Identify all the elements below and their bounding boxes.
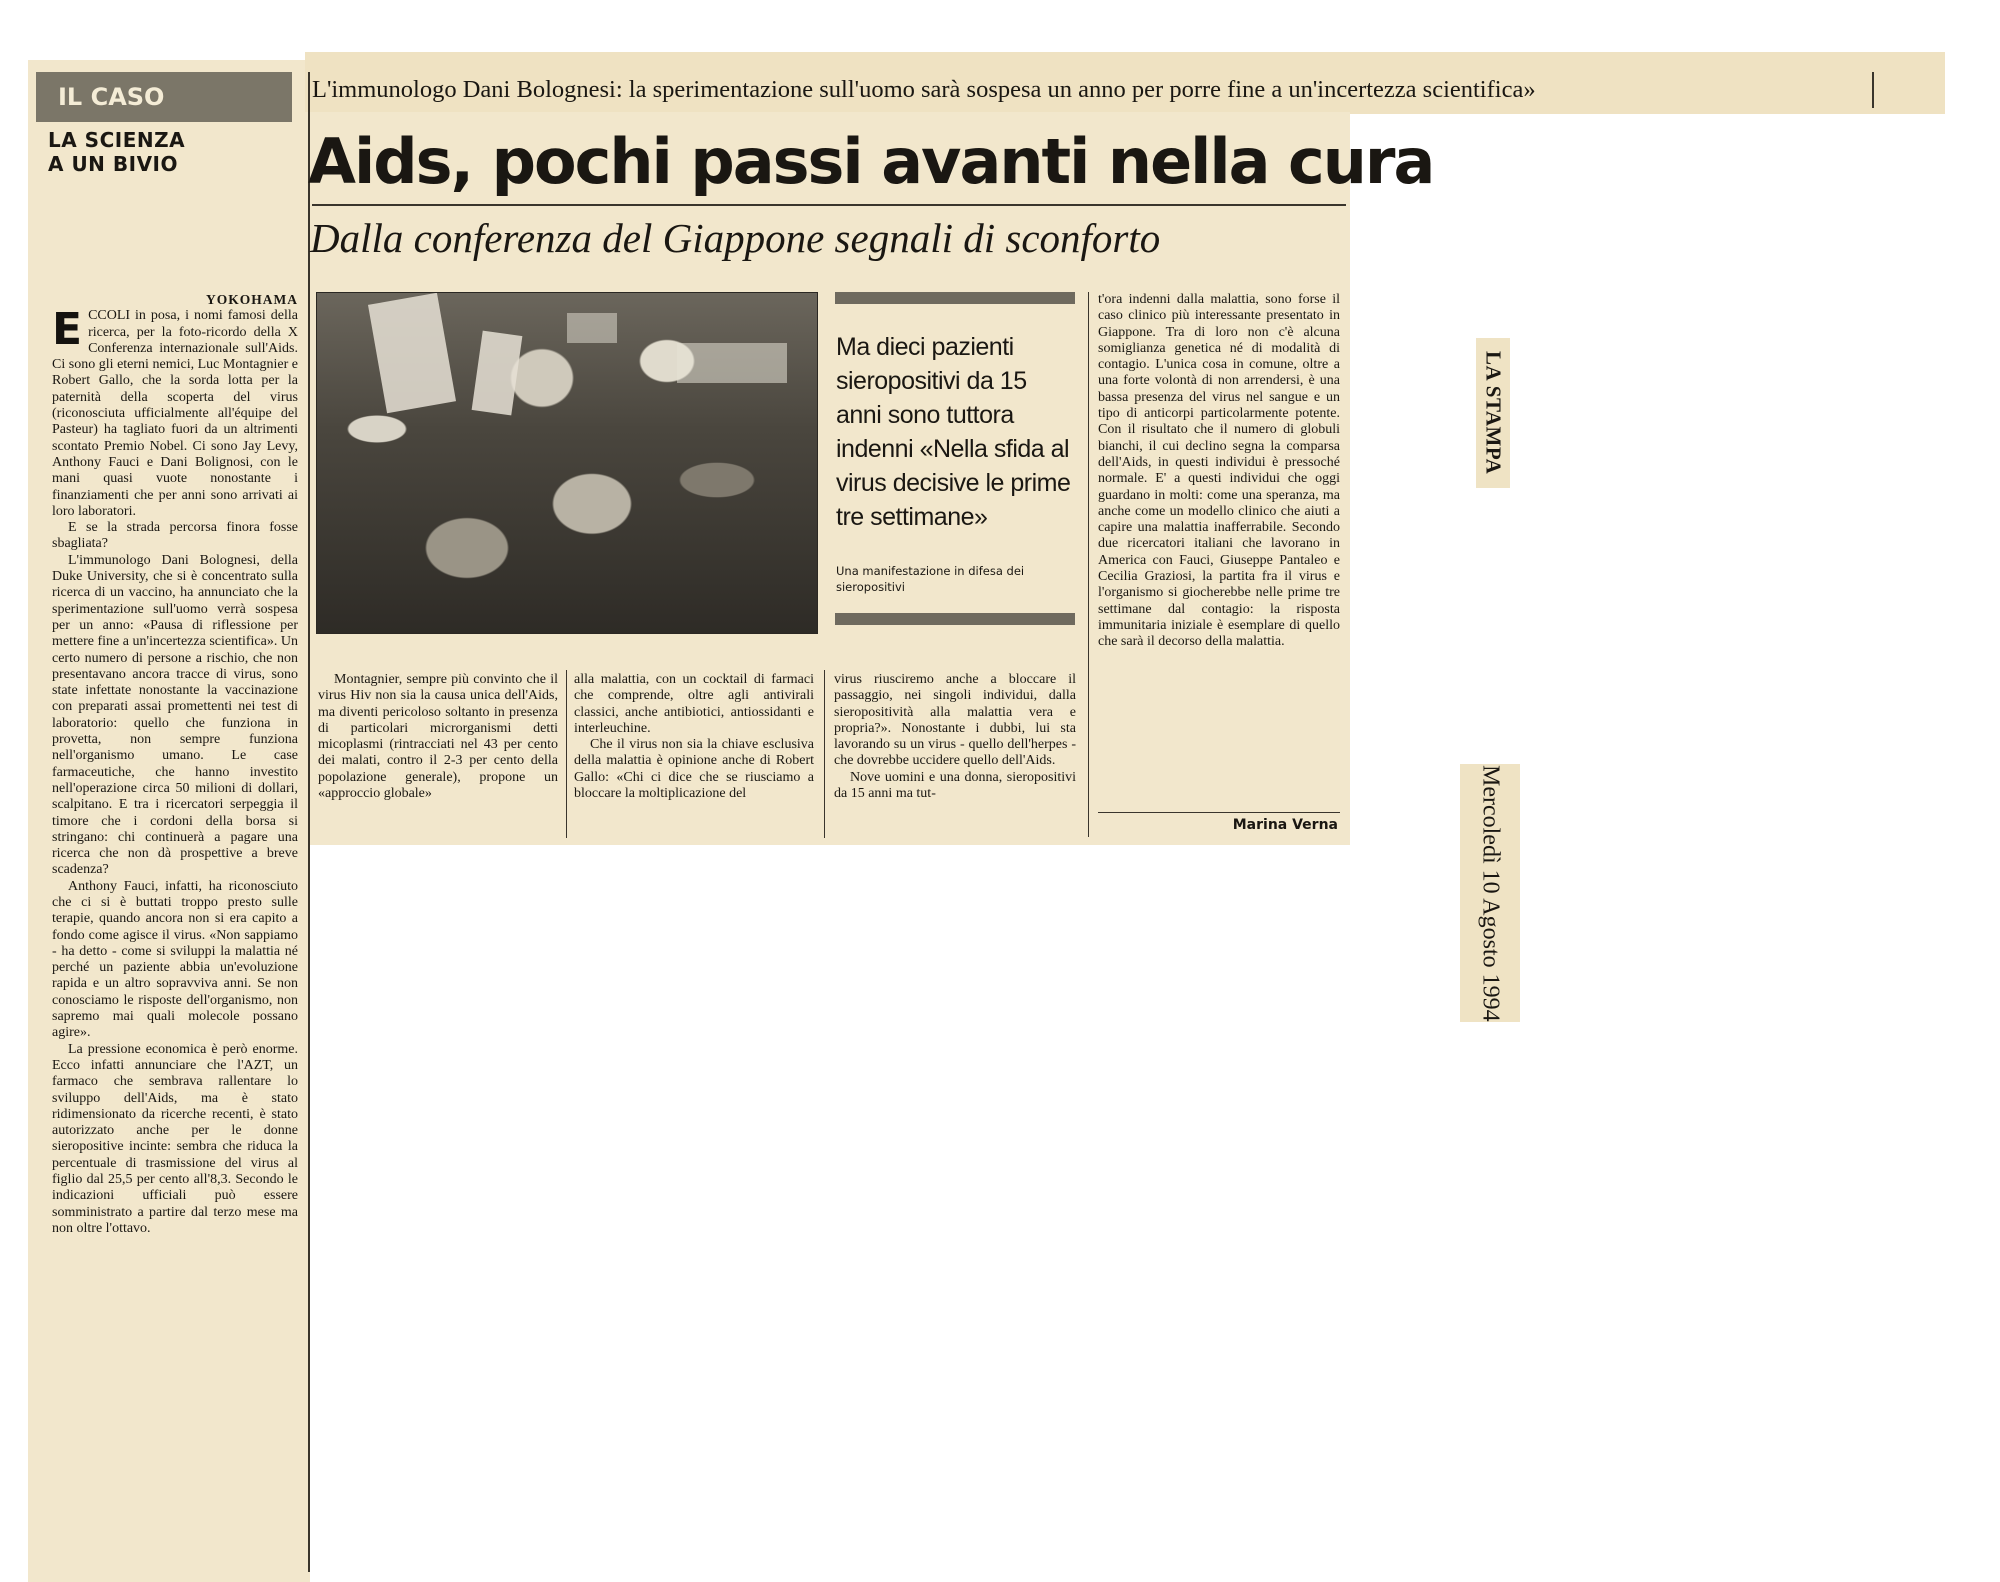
byline-rule bbox=[1098, 812, 1340, 813]
newspaper-name: LA STAMPA bbox=[1481, 351, 1506, 475]
photo-flag-shape bbox=[472, 331, 523, 416]
publication-date: Mercoledì 10 Agosto 1994 bbox=[1477, 764, 1504, 1022]
article-column-5 bbox=[1098, 292, 1340, 651]
dateline: YOKOHAMA bbox=[206, 292, 298, 307]
column-divider bbox=[824, 670, 825, 838]
headline: Aids, pochi passi avanti nella cura bbox=[308, 125, 1434, 198]
overline-text: L'immunologo Dani Bolognesi: la sperimentazione sull'uomo sarà sospesa un anno per porre fine a un'incertezza scientifica» bbox=[312, 76, 1536, 103]
photo-caption: Una manifestazione in difesa dei sieropositivi bbox=[836, 564, 1025, 594]
paragraph: La pressione economica è però enorme. Ecco infatti annunciare che l'AZT, un farmaco che sembrava rallentare lo sviluppo dell'Aids, ma è stato ridimensionato da ricerche recenti, è stato autorizzato anche per le donne sieropositive incinte: sembra che riduca la percentuale di trasmissione del virus al figlio dal 25,5 per cento all'8,3. Secondo le indicazioni ufficiali può essere somministrato a partire dal terzo mese ma non oltre l'ottavo. bbox=[52, 1041, 298, 1236]
pullquote-top-bar bbox=[835, 292, 1075, 304]
section-title bbox=[48, 128, 293, 176]
article-column-1 bbox=[52, 292, 298, 1237]
photo-banner-shape bbox=[368, 293, 456, 413]
column-divider bbox=[1088, 292, 1089, 837]
section-line-1: LA SCIENZA bbox=[48, 128, 186, 152]
paragraph: E se la strada percorsa finora fosse sbagliata? bbox=[52, 520, 298, 552]
drop-cap: E bbox=[52, 304, 83, 356]
paragraph bbox=[52, 304, 298, 520]
paragraph: t'ora indenni dalla malattia, sono forse il caso clinico più interessante presentato in Giappone. Tra di loro non c'è alcuna somiglianza genetica né di modalità di contagio. L'unica cosa in comune, oltre a una forte volontà di non arrendersi, è una bassa presenza del virus nel sangue e un tipo di anticorpi particolarmente potente. Con il risultato che il numero di globuli bianchi, il cui declino segna la comparsa dell'Aids, in questi individui è pressoché normale. E' a questi individui che oggi guardano in molti: come una speranza, ma anche come un modello clinico che aiuti a capire una malattia inafferrabile. Secondo due ricercatori italiani che lavorano in America con Fauci, Giuseppe Pantaleo e Cecilia Graziosi, la partita fra il virus e l'organismo si giocherebbe nelle prime tre settimane dal contagio: la risposta immunitaria iniziale è esemplare di quello che sarà il decorso della malattia. bbox=[1098, 292, 1340, 650]
overline-end-rule bbox=[1872, 72, 1874, 108]
section-line-2: A UN BIVIO bbox=[48, 152, 178, 176]
pullquote-bottom-bar bbox=[835, 613, 1075, 625]
column-divider bbox=[566, 670, 567, 838]
headline-rule bbox=[312, 204, 1346, 206]
protest-photo bbox=[316, 292, 818, 634]
paragraph: Anthony Fauci, infatti, ha riconosciuto che ci si è buttati troppo presto sulle terapie, quando ancora non si era capito a fondo come agisce il virus. «Non sappiamo - ha detto - come si sviluppi la malattia né perché un paziente abbia un'evoluzione rapida e un altro sopravviva anni. Se non conosciamo le risposte dell'organismo, non sapremo mai quali molecole possano agire». bbox=[52, 878, 298, 1041]
paragraph: L'immunologo Dani Bolognesi, della Duke University, che si è concentrato sulla ricerca di un vaccino, ha annunciato che la sperimentazione sull'uomo verrà sospesa per un anno: «Pausa di riflessione per mettere fine a un'incertezza scientifica». Un certo numero di persone a rischio, che non presentavano ancora tracce di virus, sono state infettate nonostante la vaccinazione con preparati assai promettenti nei test di laboratorio: quello che funziona in provetta, non sempre funziona nell'organismo umano. Le case farmaceutiche, che hanno investito nell'operazione circa 50 milioni di dollari, scalpitano. E tra i ricercatori serpeggia il timore che i cordoni della borsa si stringano: chi continuerà a pagare una ricerca che non dà prospettive a breve scadenza? bbox=[52, 552, 298, 878]
publication-date-label bbox=[1460, 764, 1520, 1022]
paragraph: alla malattia, con un cocktail di farmaci che comprende, oltre agli antivirali classici, anche antibiotici, antiossidanti e interleuchine. bbox=[574, 672, 814, 736]
newspaper-name-label bbox=[1476, 338, 1510, 488]
byline: Marina Verna bbox=[1232, 817, 1338, 833]
article-column-3 bbox=[574, 672, 814, 802]
paragraph: Nove uomini e una donna, sieropositivi da 15 anni ma tut- bbox=[834, 769, 1076, 802]
pull-quote: Ma dieci pazienti sieropositivi da 15 anni sono tuttora indenni «Nella sfida al virus decisive le prime tre settimane» bbox=[836, 333, 1071, 531]
article-column-2 bbox=[318, 672, 558, 802]
article-column-4 bbox=[834, 672, 1076, 802]
photo-sign-shape bbox=[677, 343, 787, 383]
paragraph-text: CCOLI in posa, i nomi famosi della ricerca, per la foto-ricordo della X Conferenza internazionale sull'Aids. Ci sono gli eterni nemici, Luc Montagnier e Robert Gallo, che la sorda lotta per la paternità della scoperta del virus (riconosciuta ufficialmente all'équipe del Pasteur) ha tagliato fuori da un altrimenti scontato Premio Nobel. Ci sono Jay Levy, Anthony Fauci e Dani Bolignosi, con le mani quasi vuote nonostante i finanziamenti che per anni sono arrivati ai loro laboratori. bbox=[52, 308, 298, 519]
kicker-label: IL CASO bbox=[36, 72, 292, 122]
photo-sign-shape bbox=[567, 313, 617, 343]
subheadline: Dalla conferenza del Giappone segnali di sconforto bbox=[310, 215, 1161, 261]
column-divider-left bbox=[308, 72, 310, 1572]
paragraph: virus riusciremo anche a bloccare il passaggio, nei singoli individui, dalla sieropositività alla malattia vera e propria?». Nonostante i dubbi, lui sta lavorando su un virus - quello dell'herpes - che dovrebbe uccidere quello dell'Aids. bbox=[834, 672, 1076, 769]
paragraph: Che il virus non sia la chiave esclusiva della malattia è opinione anche di Robert Gallo: «Chi ci dice che se riusciamo a bloccare la moltiplicazione del bbox=[574, 737, 814, 802]
paragraph: Montagnier, sempre più convinto che il virus Hiv non sia la causa unica dell'Aids, ma diventi pericoloso soltanto in presenza di particolari microrganismi detti micoplasmi (rintracciati nel 43 per cento dei malati, contro il 2-3 per cento della popolazione generale), propone un «approccio globale» bbox=[318, 672, 558, 802]
